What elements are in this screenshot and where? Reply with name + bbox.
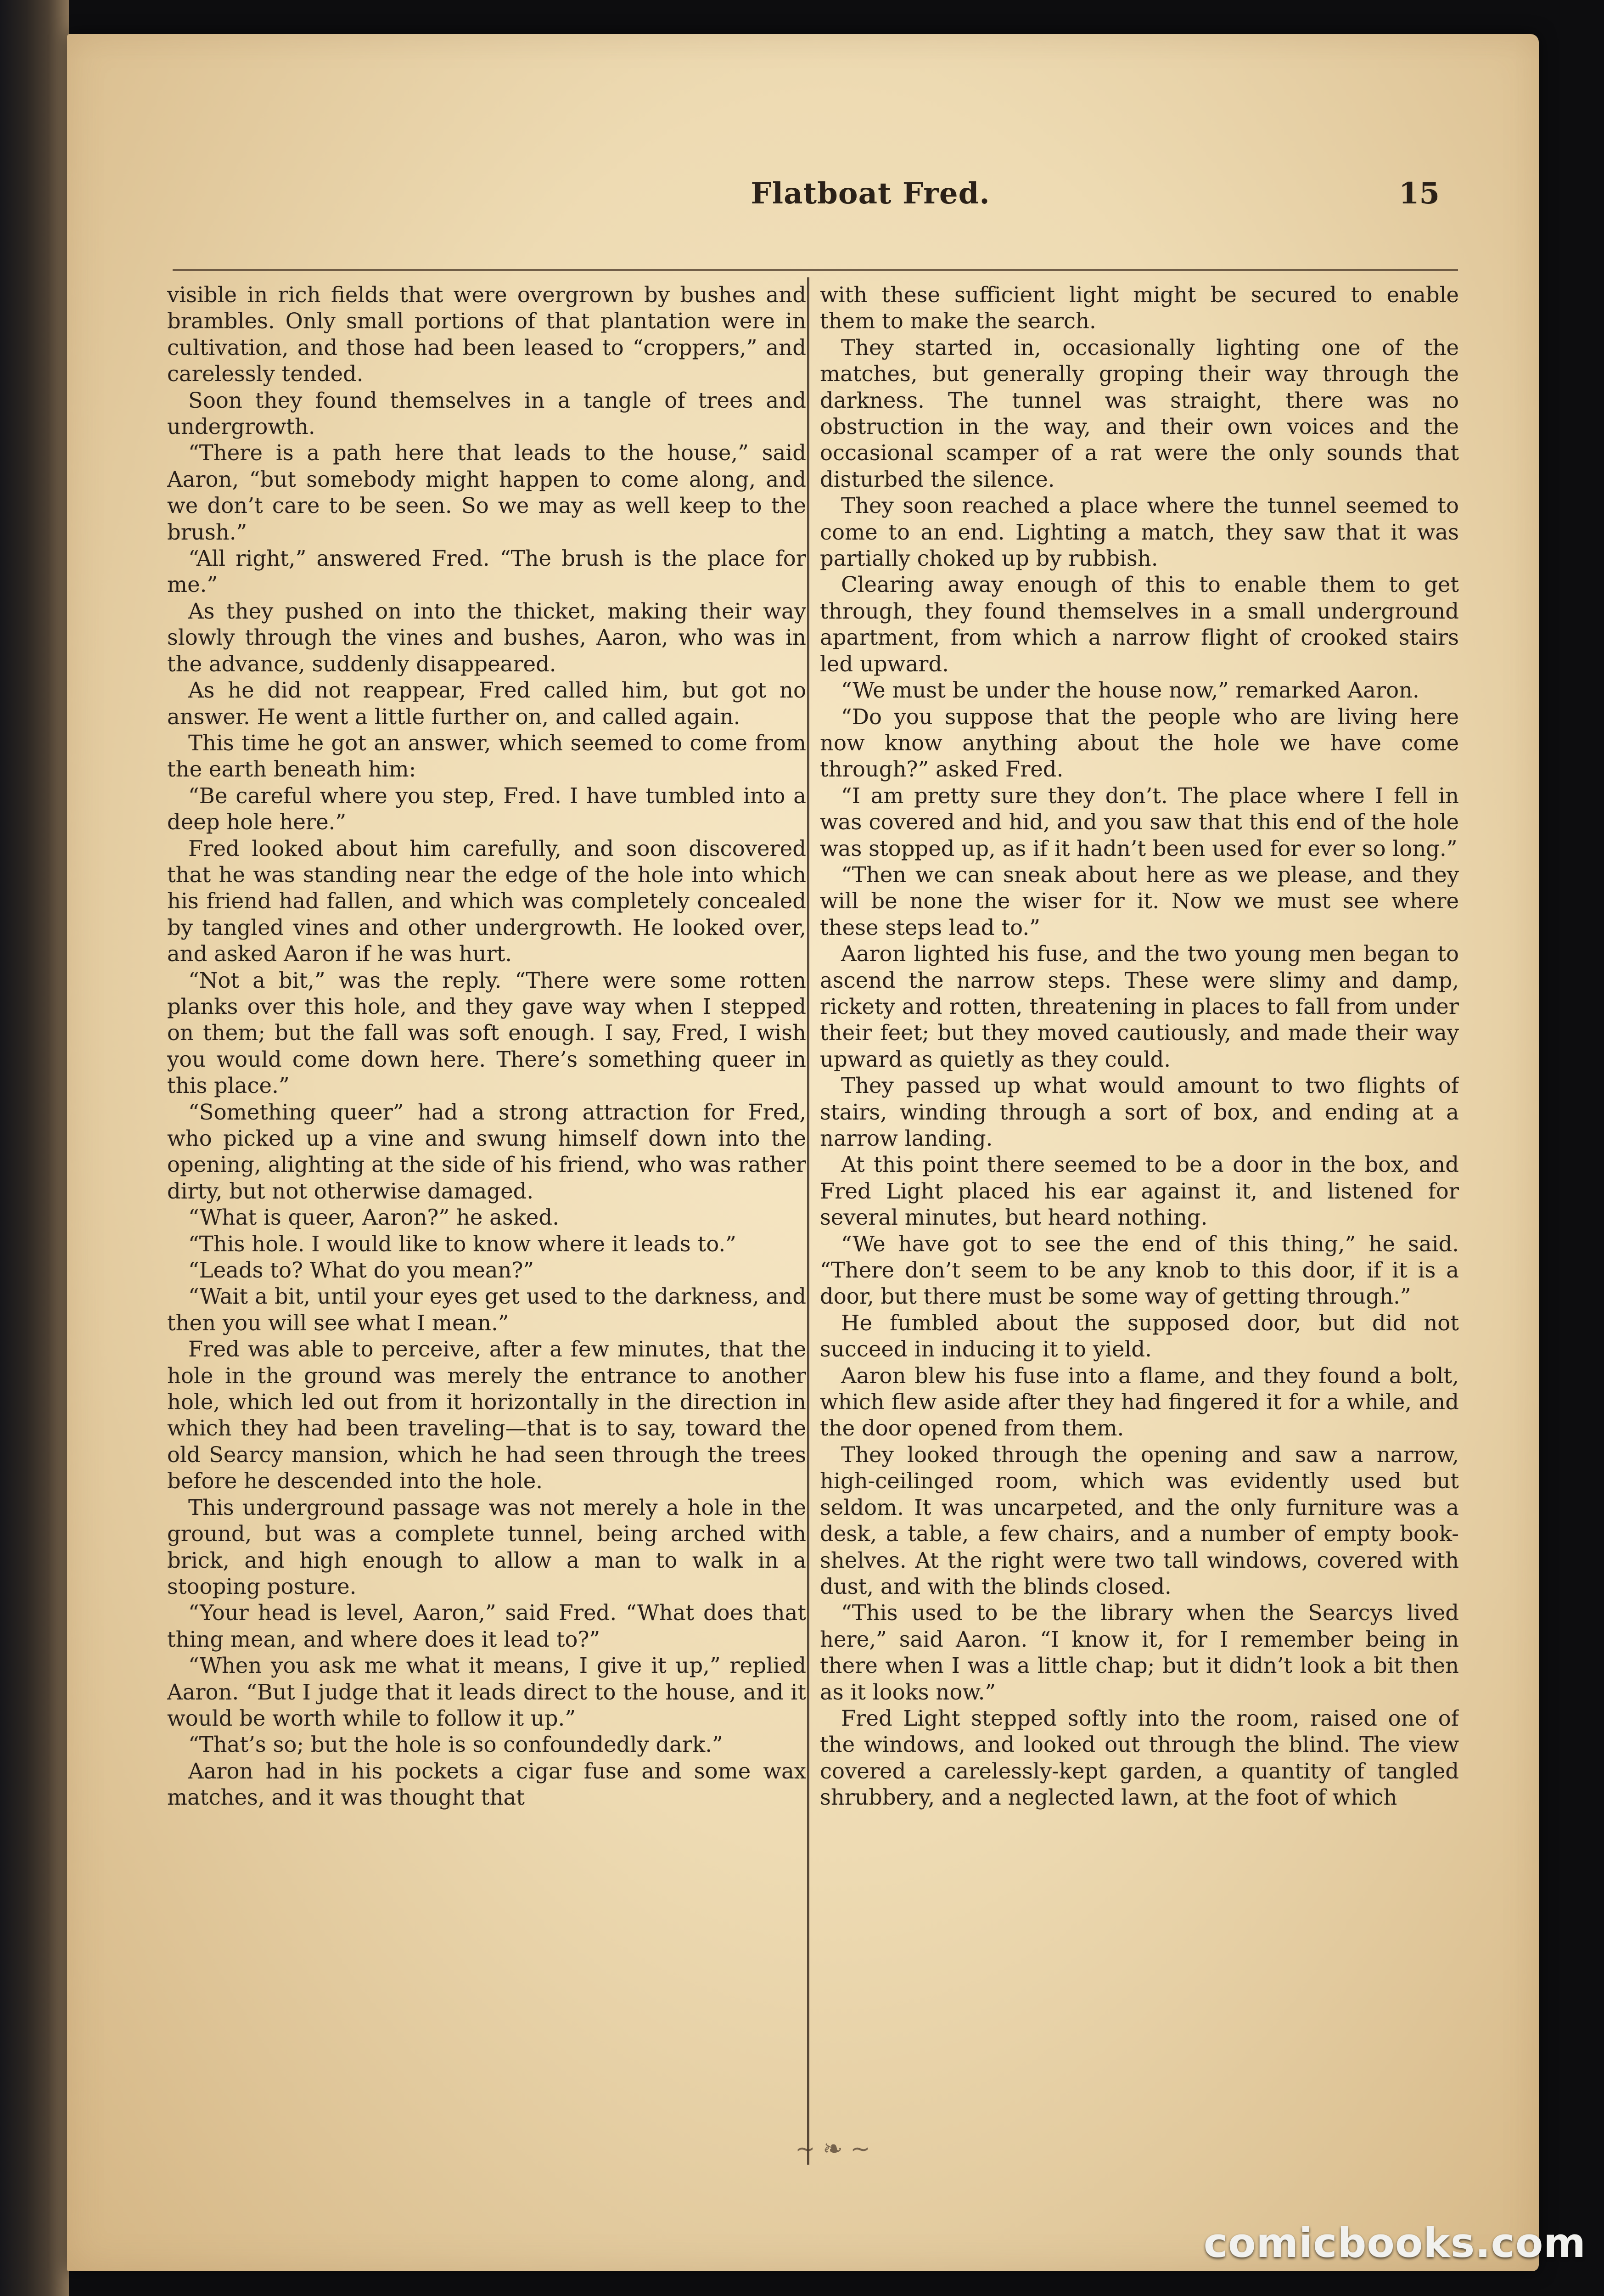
right-text-column xyxy=(820,282,1459,2201)
paragraph: with these sufficient light might be secured to enable them to make the search. xyxy=(820,282,1459,334)
paragraph: Aaron blew his fuse into a flame, and they found a bolt, which flew aside after they had fingered it for a while, and the door opened from them. xyxy=(820,1363,1459,1441)
paragraph: Soon they found themselves in a tangle of trees and undergrowth. xyxy=(167,388,806,439)
printer-ornament-icon: ~ ❧ ~ xyxy=(795,2135,870,2163)
paragraph: They started in, occasionally lighting one of the matches, but generally groping their way through the darkness. The tunnel was straight, there was no obstruction in the way, and their own voices and the occasional scamper of a rat were the only sounds that disturbed the silence. xyxy=(820,335,1459,492)
paragraph: visible in rich fields that were overgrown by bushes and brambles. Only small portions of that plantation were in cultivation, and those had been leased to “croppers,” and carelessly tended. xyxy=(167,282,806,387)
header-rule xyxy=(173,269,1458,271)
paragraph: “This used to be the library when the Searcys lived here,” said Aaron. “I know it, for I remember being in there when I was a little chap; but it didn’t look a bit then as it looks now.” xyxy=(820,1600,1459,1705)
paragraph: “When you ask me what it means, I give it up,” replied Aaron. “But I judge that it leads direct to the house, and it would be worth while to follow it up.” xyxy=(167,1653,806,1731)
paragraph: Aaron had in his pockets a cigar fuse and some wax matches, and it was thought that xyxy=(167,1758,806,1810)
paragraph: “We have got to see the end of this thing,” he said. “There don’t seem to be any knob to this door, if it is a door, but there must be some way of getting through.” xyxy=(820,1231,1459,1309)
paragraph: This underground passage was not merely a hole in the ground, but was a complete tunnel, being arched with brick, and high enough to allow a man to walk in a stooping posture. xyxy=(167,1495,806,1599)
paragraph: This time he got an answer, which seemed to come from the earth beneath him: xyxy=(167,730,806,782)
paragraph: “There is a path here that leads to the house,” said Aaron, “but somebody might happen to come along, and we don’t care to be seen. So we may as well keep to the brush.” xyxy=(167,440,806,545)
paragraph: “Something queer” had a strong attraction for Fred, who picked up a vine and swung himself down into the opening, alighting at the side of his friend, who was rather dirty, but not otherwise damaged. xyxy=(167,1099,806,1204)
paragraph: “Your head is level, Aaron,” said Fred. “What does that thing mean, and where does it lead to?” xyxy=(167,1600,806,1652)
left-text-column xyxy=(167,282,806,2201)
paragraph: They looked through the opening and saw a narrow, high-ceilinged room, which was evidently used but seldom. It was uncarpeted, and the only furniture was a desk, a table, a few chairs, and a number of empty book-shelves. At the right were two tall windows, covered with dust, and with the blinds closed. xyxy=(820,1442,1459,1599)
paragraph: “We must be under the house now,” remarked Aaron. xyxy=(841,678,1419,703)
page-header xyxy=(67,166,1539,221)
paragraph: “What is queer, Aaron?” he asked. xyxy=(188,1205,559,1230)
paragraph: “This hole. I would like to know where it leads to.” xyxy=(188,1231,736,1256)
paragraph: Fred was able to perceive, after a few minutes, that the hole in the ground was merely the entrance to another hole, which led out from it horizontally in the direction in which they had been traveling—that is to say, toward the old Searcy mansion, which he had seen through the trees before he descended into the hole. xyxy=(167,1337,806,1494)
paragraph: “Then we can sneak about here as we please, and they will be none the wiser for it. Now we must see where these steps lead to.” xyxy=(820,862,1459,940)
paragraph: “Wait a bit, until your eyes get used to the darkness, and then you will see what I mean.” xyxy=(167,1284,806,1335)
paragraph: He fumbled about the supposed door, but did not succeed in inducing it to yield. xyxy=(820,1310,1459,1362)
paragraph: “Do you suppose that the people who are living here now know anything about the hole we have come through?” asked Fred. xyxy=(820,704,1459,782)
book-spine-shadow xyxy=(0,0,69,2296)
paragraph: As he did not reappear, Fred called him, but got no answer. He went a little further on, and called again. xyxy=(167,678,806,729)
paragraph: Fred looked about him carefully, and soon discovered that he was standing near the edge of the hole into which his friend had fallen, and which was completely concealed by tangled vines and other undergrowth. He looked over, and asked Aaron if he was hurt. xyxy=(167,836,806,967)
watermark-text: comicbooks.com xyxy=(1203,2219,1586,2267)
paragraph: They soon reached a place where the tunnel seemed to come to an end. Lighting a match, they saw that it was partially choked up by rubbish. xyxy=(820,493,1459,571)
paragraph: “That’s so; but the hole is so confoundedly dark.” xyxy=(188,1732,723,1757)
column-divider xyxy=(807,277,809,2165)
paragraph: “Leads to? What do you mean?” xyxy=(188,1258,534,1283)
paragraph: As they pushed on into the thicket, making their way slowly through the vines and bushes, Aaron, who was in the advance, suddenly disappeared. xyxy=(167,598,806,676)
paragraph: “All right,” answered Fred. “The brush is the place for me.” xyxy=(167,546,806,597)
paragraph: “I am pretty sure they don’t. The place where I fell in was covered and hid, and you saw that this end of the hole was stopped up, as if it hadn’t been used for ever so long.” xyxy=(820,783,1459,861)
paragraph: They passed up what would amount to two flights of stairs, winding through a sort of box, and ending at a narrow landing. xyxy=(820,1073,1459,1151)
book-page xyxy=(67,34,1539,2271)
paragraph: Aaron lighted his fuse, and the two young men began to ascend the narrow steps. These were slimy and damp, rickety and rotten, threatening in places to fall from under their feet; but they moved cautiously, and made their way upward as quietly as they could. xyxy=(820,941,1459,1072)
page-number: 15 xyxy=(1398,176,1440,211)
running-title: Flatboat Fred. xyxy=(751,176,990,211)
paragraph: Clearing away enough of this to enable them to get through, they found themselves in a small underground apartment, from which a narrow flight of crooked stairs led upward. xyxy=(820,572,1459,676)
paragraph: “Not a bit,” was the reply. “There were some rotten planks over this hole, and they gave way when I stepped on them; but the fall was soft enough. I say, Fred, I wish you would come down here. There’s something queer in this place.” xyxy=(167,968,806,1098)
paragraph: Fred Light stepped softly into the room, raised one of the windows, and looked out through the blind. The view covered a carelessly-kept garden, a quantity of tangled shrubbery, and a neglected lawn, at the foot of which xyxy=(820,1705,1459,1810)
paragraph: At this point there seemed to be a door in the box, and Fred Light placed his ear against it, and listened for several minutes, but heard nothing. xyxy=(820,1152,1459,1230)
paragraph: “Be careful where you step, Fred. I have tumbled into a deep hole here.” xyxy=(167,783,806,835)
